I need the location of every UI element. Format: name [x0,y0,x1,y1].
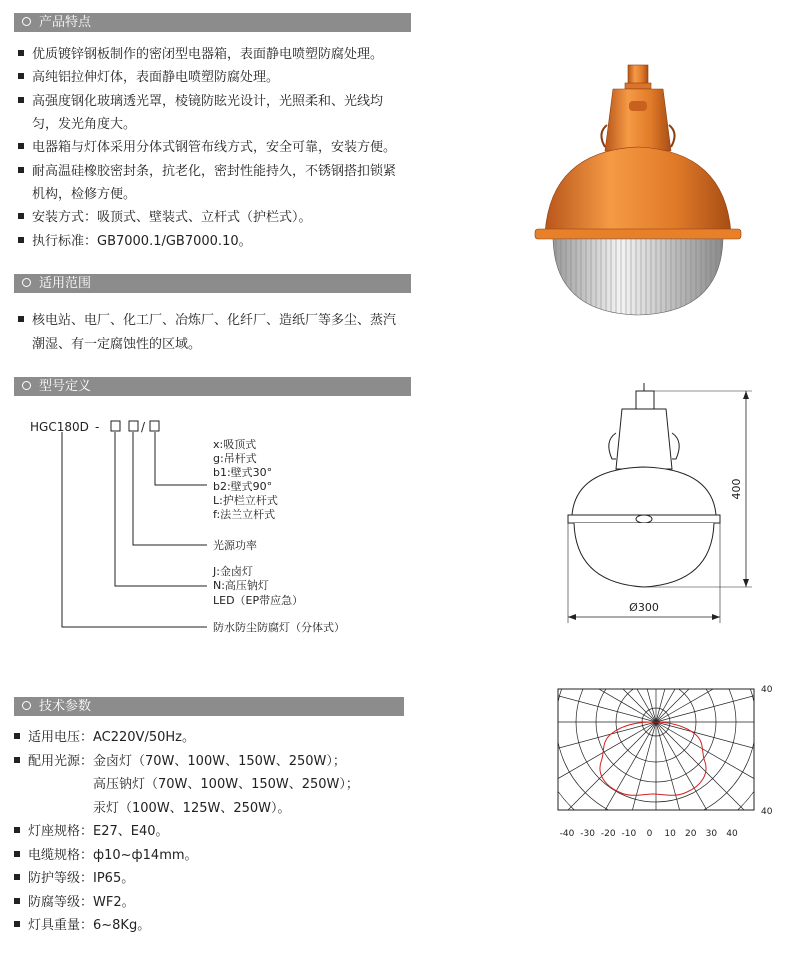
circle-bullet-icon [22,701,31,710]
feature-item: 优质镀锌钢板制作的密闭型电器箱，表面静电喷塑防腐处理。 [18,43,418,66]
square-bullet-icon [14,921,20,927]
square-bullet-icon [14,898,20,904]
x-tick-label: -10 [621,829,637,839]
feature-item: 安装方式：吸顶式、壁装式、立杆式（护栏式）。 [18,206,418,229]
model-dash: - [95,420,100,434]
placeholder-box-mount [150,421,159,431]
spec-item: 电缆规格：ф10~ф14mm。 [14,844,198,867]
x-tick-label: 20 [685,829,697,839]
x-tick-label: 30 [705,829,718,839]
section-header-tech: 技术参数 [14,697,404,716]
mount-option: g:吊杆式 [213,452,257,465]
section-header-features: 产品特点 [14,13,411,32]
leader-line-mount [155,432,207,485]
placeholder-box-power [129,421,138,431]
feature-item-continued: 匀，发光角度大。 [32,117,137,132]
x-tick-label: -20 [600,829,616,839]
section-header-model: 型号定义 [14,377,411,396]
mount-option: L:护栏立杆式 [213,494,278,507]
feature-item: 耐高温硅橡胶密封条，抗老化，密封性能持久，不锈钢搭扣锁紧 [18,160,418,183]
spec-item: 防护等级：IP65。 [14,867,134,890]
spec-item: 灯座规格：E27、E40。 [14,820,169,843]
source-option: J:金卤灯 [213,565,253,578]
section-header-scope: 适用范围 [14,274,411,293]
mount-option: b2:壁式90° [213,480,273,493]
spec-item-continued: 高压钠灯（70W、100W、150W、250W）； [93,777,359,792]
scale-label-top: 40 [761,685,773,695]
dimension-drawing [560,383,760,628]
leader-line-source [115,432,207,586]
x-tick-label: 40 [726,829,738,839]
square-bullet-icon [18,167,24,173]
mount-option: b1:壁式30° [213,466,273,479]
circle-bullet-icon [22,278,31,287]
square-bullet-icon [14,733,20,739]
leader-line-product [62,432,207,627]
light-distribution-chart [555,682,795,842]
square-bullet-icon [18,73,24,79]
feature-item: 高强度钢化玻璃透光罩，棱镜防眩光设计，光照柔和、光线均 [18,90,418,113]
square-bullet-icon [14,874,20,880]
feature-item: 高纯铝拉伸灯体，表面静电喷塑防腐处理。 [18,66,418,89]
source-option: LED（EP带应急） [213,594,304,607]
square-bullet-icon [14,827,20,833]
square-bullet-icon [14,757,20,763]
height-label: 400 [730,478,743,500]
mount-option: f:法兰立杆式 [213,508,276,521]
x-tick-label: -40 [559,829,575,839]
square-bullet-icon [18,237,24,243]
scope-item-continued: 潮湿、有一定腐蚀性的区域。 [32,337,202,352]
x-tick-label: -30 [580,829,595,839]
feature-item: 执行标准：GB7000.1/GB7000.10。 [18,230,418,253]
feature-item-continued: 机构，检修方便。 [32,187,137,202]
spec-item-continued: 汞灯（100W、125W、250W）。 [93,801,291,816]
placeholder-box-source [111,421,120,431]
scale-label-right: 40 [761,807,773,817]
model-slash: / [141,420,146,434]
lamp-photo [525,55,750,325]
model-definition-diagram [0,405,420,645]
circle-bullet-icon [22,381,31,390]
square-bullet-icon [18,97,24,103]
spec-item: 防腐等级：WF2。 [14,891,135,914]
source-option: N:高压钠灯 [213,579,269,592]
leader-line-power [133,432,207,545]
spec-item: 灯具重量：6~8Kg。 [14,914,150,937]
square-bullet-icon [18,316,24,322]
spec-item: 适用电压：AC220V/50Hz。 [14,726,195,749]
x-tick-label: 10 [664,829,676,839]
square-bullet-icon [14,851,20,857]
model-code: HGC180D [30,420,89,434]
feature-item: 电器箱与灯体采用分体式钢管布线方式，安全可靠，安装方便。 [18,136,418,159]
scope-item: 核电站、电厂、化工厂、冶炼厂、化纤厂、造纸厂等多尘、蒸汽 [18,309,418,332]
spec-item: 配用光源：金卤灯（70W、100W、150W、250W）； [14,750,346,773]
mount-option: x:吸顶式 [213,438,257,451]
circle-bullet-icon [22,17,31,26]
product-name: 防水防尘防腐灯（分体式） [213,621,345,634]
power-label: 光源功率 [213,539,257,552]
diameter-label: Ø300 [629,601,659,614]
square-bullet-icon [18,50,24,56]
square-bullet-icon [18,143,24,149]
x-tick-label: 0 [646,829,653,839]
square-bullet-icon [18,213,24,219]
